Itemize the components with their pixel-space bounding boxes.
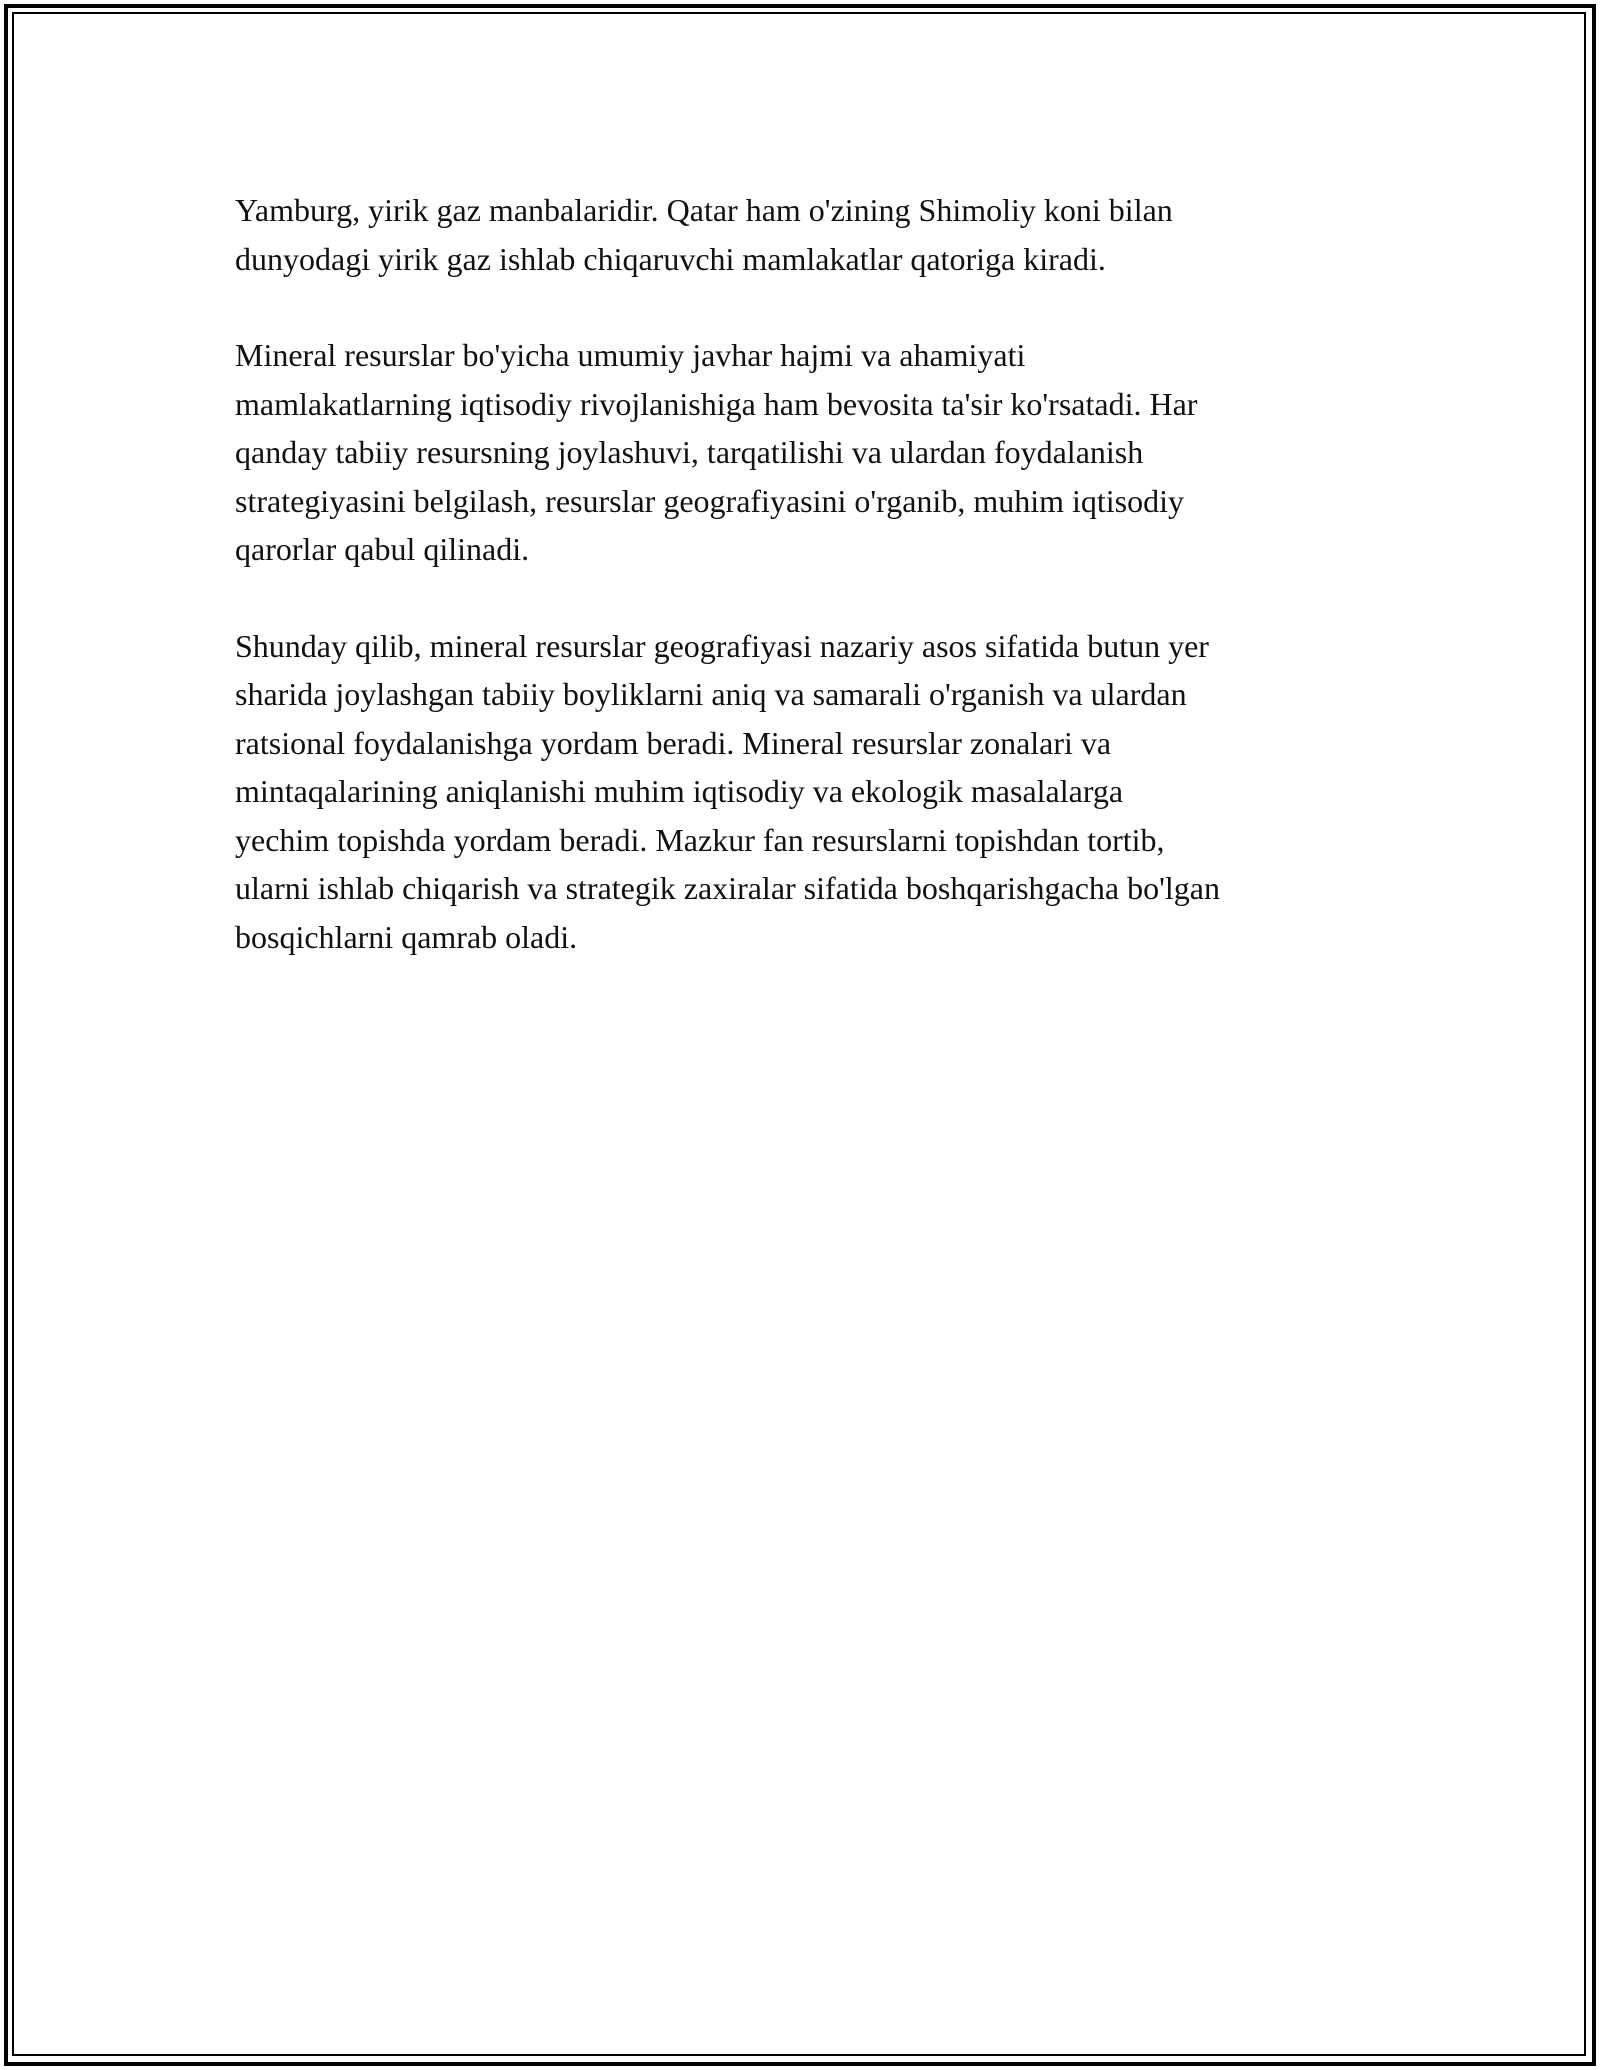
paragraph-2: Mineral resurslar bo'yicha umumiy javhar hajmi va ahamiyati mamlakatlarning iqtisodiy rivojlanishiga ham bevosita ta'sir ko'rsatadi. Har qanday tabiiy resursning joylashuvi, tarqatilishi va ulardan foydalanish strategiyasini belgilash, resurslar geografiyasini o'rganib, muhim iqtisodiy qarorlar qabul qilinadi. [235,337,1198,567]
paragraph-1: Yamburg, yirik gaz manbalaridir. Qatar ham o'zining Shimoliy koni bilan dunyodagi yirik gaz ishlab chiqaruvchi mamlakatlar qatoriga kiradi. [235,192,1173,277]
document-body [235,186,1375,1009]
paragraph-3: Shunday qilib, mineral resurslar geografiyasi nazariy asos sifatida butun yer sharida joylashgan tabiiy boyliklarni aniq va samarali o'rganish va ulardan ratsional foydalanishga yordam beradi. Mineral resurslar zonalari va mintaqalarining aniqlanishi muhim iqtisodiy va ekologik masalalarga yechim topishda yordam beradi. Mazkur fan resurslarni topishdan tortib, ularni ishlab chiqarish va strategik zaxiralar sifatida boshqarishgacha bo'lgan bosqichlarni qamrab oladi. [235,627,1220,955]
